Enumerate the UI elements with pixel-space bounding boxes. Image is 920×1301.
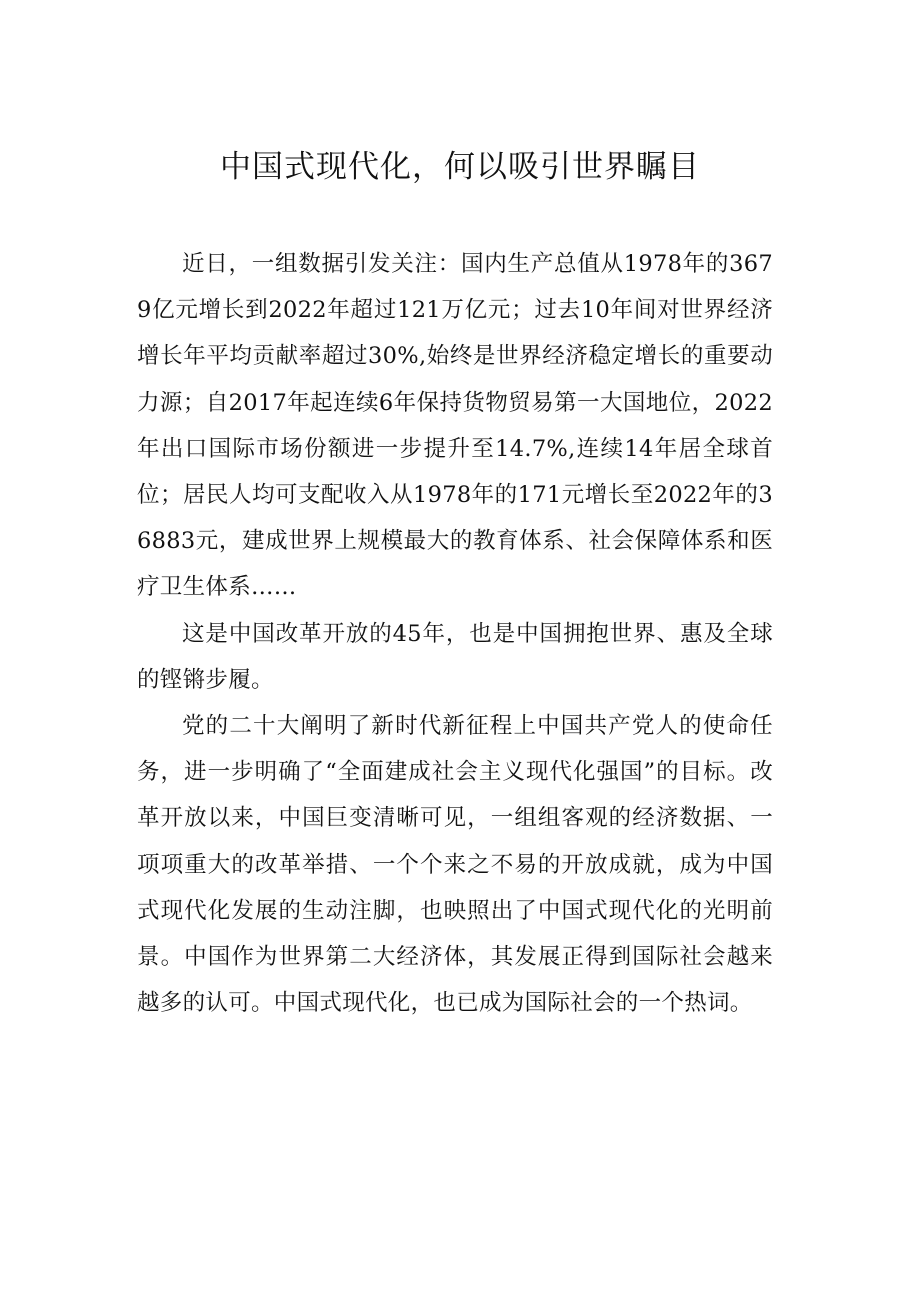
- paragraph-2: 这是中国改革开放的45年，也是中国拥抱世界、惠及全球的铿锵步履。: [137, 620, 773, 693]
- paragraph-3: 党的二十大阐明了新时代新征程上中国共产党人的使命任务，进一步明确了“全面建成社会主义现代化强国”的目标。改革开放以来，中国巨变清晰可见，一组组客观的经济数据、一项项重大的改革举措、一个个来之不易的开放成就，成为中国式现代化发展的生动注脚，也映照出了中国式现代化的光明前景。中国作为世界第二大经济体，其发展正得到国际社会越来越多的认可。中国式现代化，也已成为国际社会的一个热词。: [137, 713, 773, 1017]
- document-body: [137, 241, 773, 1026]
- paragraph-1: 近日，一组数据引发关注：国内生产总值从1978年的3679亿元增长到2022年超过121万亿元；过去10年间对世界经济增长年平均贡献率超过30%,始终是世界经济稳定增长的重要动力源；自2017年起连续6年保持货物贸易第一大国地位，2022年出口国际市场份额进一步提升至14.7%,连续14年居全球首位；居民人均可支配收入从1978年的171元增长至2022年的36883元，建成世界上规模最大的教育体系、社会保障体系和医疗卫生体系……: [137, 251, 773, 601]
- document-title: 中国式现代化，何以吸引世界瞩目: [220, 149, 700, 185]
